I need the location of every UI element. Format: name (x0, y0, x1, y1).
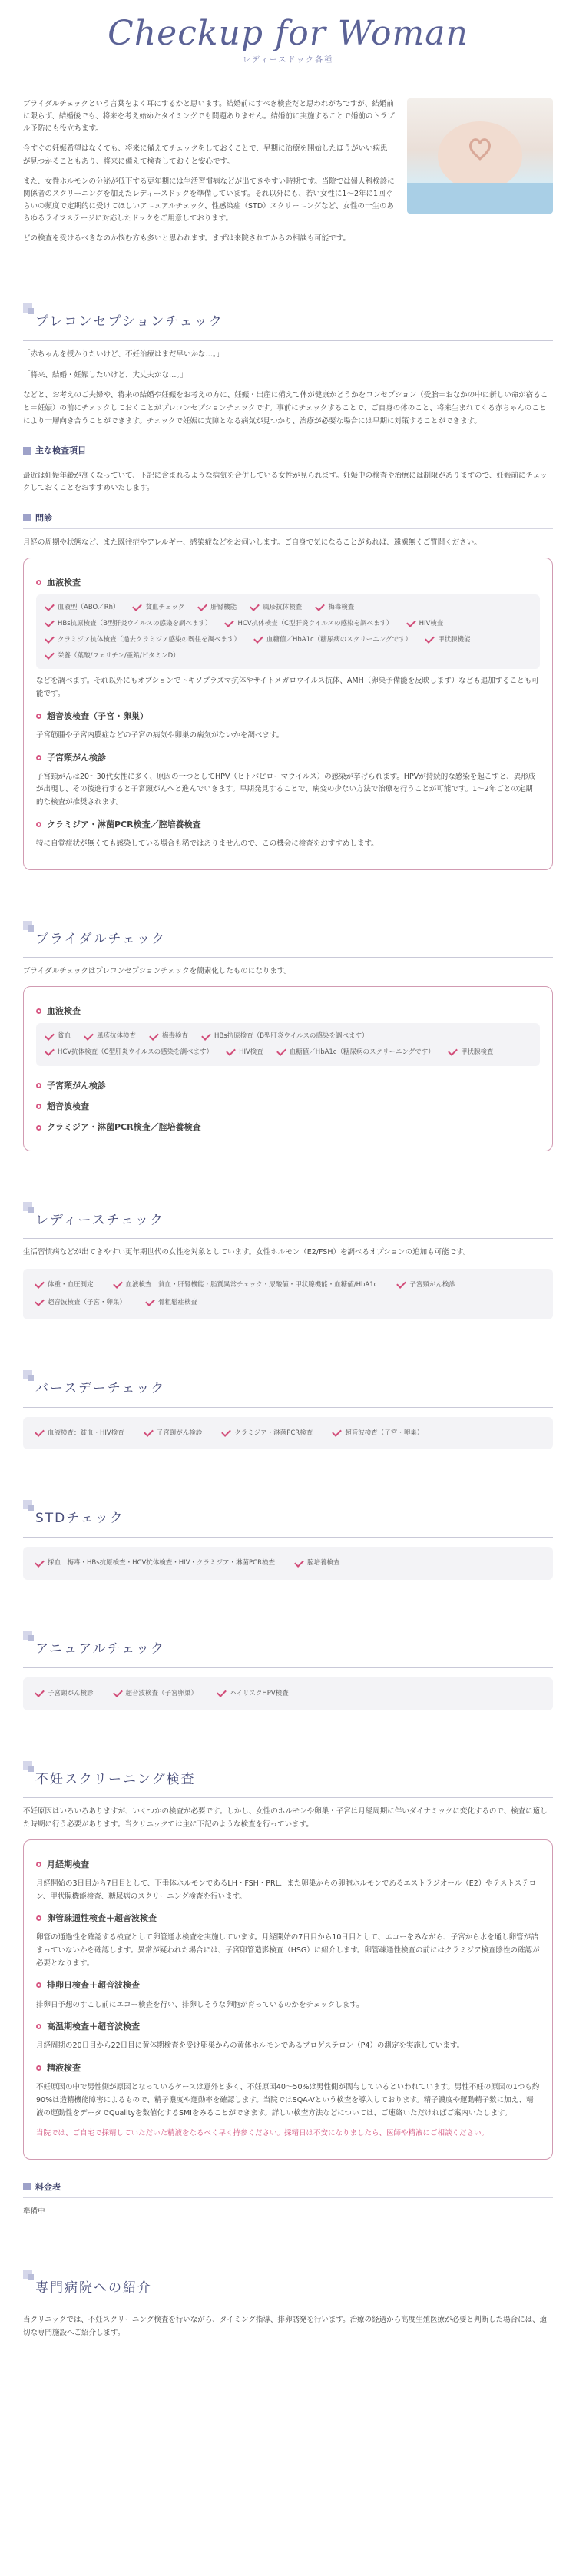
check-item: 風疹抗体検査 (84, 1031, 136, 1042)
check-icon (35, 1558, 45, 1568)
fee-text: 準備中 (23, 2207, 45, 2217)
check-item: 貧血 (45, 1031, 71, 1042)
check-list (23, 1269, 553, 1319)
section-bridal (23, 924, 553, 1151)
intro-photo (407, 98, 553, 214)
check-icon (45, 1031, 55, 1041)
infertility-note: 当院では、ご自宅で採精していただいた精液をなるべく早く持参ください。採精日は不安になりましたら、医師や精液にご相談ください。 (36, 2129, 489, 2138)
check-icon (253, 634, 263, 644)
check-item: HCV抗体検査（C型肝炎ウイルスの感染を調べます） (225, 618, 392, 630)
intro-paragraph: どの検査を受けるべきなのか悩む方も多いと思われます。まずは来院されてからの相談も可能です。 (23, 234, 350, 243)
section-infertility (23, 1764, 553, 2219)
section-description: などと、お考えのご夫婦や、将来の結婚や妊娠をお考えの方に、妊娠・出産に備えて体が健康かどうかをコンセプション（受胎＝おなかの中に新しい命が宿ること＝妊娠）の前にチェックしておくことがプレコンセプションチェックです。事前にチェックすることで、ご自身の体のこと、将来生まれてくる赤ちゃんのことにより一層向き合うことができます。チェックで妊娠に支障となる病気が見つかり、治療が必要な場合には早期に対策することができます。 (23, 391, 548, 425)
check-item: 超音波検査（子宮・卵巣） (333, 1428, 423, 1439)
check-icon (294, 1558, 304, 1568)
check-item: クラミジア抗体検査（過去クラミジア感染の既往を調べます） (45, 634, 240, 646)
section-title: アニュアルチェック (23, 1634, 553, 1668)
item-title: 超音波検査（子宮・卵巣） (36, 709, 540, 723)
check-icon (35, 1427, 45, 1437)
bridal-panel (23, 986, 553, 1151)
check-icon (144, 1427, 154, 1437)
check-list (23, 1417, 553, 1450)
item-title: 卵管疎通性検査＋超音波検査 (36, 1911, 540, 1925)
section-std (23, 1503, 553, 1580)
section-preconception (23, 306, 553, 869)
check-item: 血液検査：貧血・HIV検査 (35, 1428, 124, 1439)
check-icon (113, 1280, 123, 1290)
intro-text (23, 98, 395, 253)
section-title: ブライダルチェック (23, 924, 553, 959)
main-items-heading: 主な検査項目 (23, 443, 553, 462)
main-items-text: 最近は妊娠年齢が高くなっていて、下記に含まれるような病気を合併している女性が見られます。妊娠中の検査や治療には制限がありますので、妊娠前にチェックしておくことをおすすめいたします。 (23, 471, 548, 493)
check-icon (35, 1296, 45, 1306)
heart-hands-icon (467, 135, 493, 161)
hero (23, 0, 553, 92)
check-icon (35, 1687, 45, 1697)
check-icon (396, 1280, 406, 1290)
check-icon (45, 601, 55, 611)
check-item: 貧血チェック (133, 602, 184, 614)
item-title: 排卵日検査＋超音波検査 (36, 1978, 540, 1992)
item-title: 血液検査 (36, 1004, 540, 1018)
item-title: 血液検査 (36, 575, 540, 590)
section-description: 不妊原因はいろいろありますが、いくつかの検査が必要です。しかし、女性のホルモンや卵巣・子宮は月経周期に伴いダイナミックに変化するので、検査に適した時期に行う必要があります。当クリニックでは主に下記のような検査を行っています。 (23, 1807, 548, 1829)
check-list (23, 1547, 553, 1580)
check-icon (149, 1031, 159, 1041)
item-text: 特に自覚症状が無くても感染している場合も稀ではありませんので、この機会に検査をおすすめします。 (36, 839, 379, 848)
item-title: 精液検査 (36, 2061, 540, 2075)
check-icon (197, 601, 207, 611)
item-title: 超音波検査 (36, 1099, 540, 1114)
section-description: 当クリニックでは、不妊スクリーニング検査を行いながら、タイミング指導、排卵誘発を行います。治療の経過から高度生殖医療が必要と判断した場合には、適切な専門施設へご紹介します。 (23, 2316, 548, 2338)
check-item: 超音波検査（子宮・卵巣） (35, 1297, 126, 1309)
section-description: 生活習慣病などが出てきやすい更年期世代の女性を対象としています。女性ホルモン（E2/FSH）を調べるオプションの追加も可能です。 (23, 1248, 471, 1257)
item-title: 子宮頸がん検診 (36, 750, 540, 765)
check-icon (448, 1047, 458, 1057)
check-item: 肝腎機能 (198, 602, 237, 614)
check-icon (84, 1031, 94, 1041)
check-icon (221, 1427, 231, 1437)
item-text: 排卵日予想のすこし前にエコー検査を行い、排卵しそうな卵胞が育っているのかをチェックします。 (36, 2000, 364, 2009)
check-icon (35, 1280, 45, 1290)
check-item: 子宮頸がん検診 (144, 1428, 203, 1439)
check-item: 腟培養検査 (295, 1558, 340, 1569)
check-item: HCV抗体検査（C型肝炎ウイルスの感染を調べます） (45, 1047, 213, 1058)
check-item: 体重・血圧測定 (35, 1280, 94, 1291)
fee-heading: 料金表 (23, 2180, 553, 2198)
check-icon (133, 601, 143, 611)
intro-paragraph: また、女性ホルモンの分泌が低下する更年期には生活習慣病などが出てきやすい時期です。当院では婦人科検診に関係者のスクリーニングを加えたレディースドックを準備しています。それ以外にも、若い女性に1〜2年に1回ぐらいの頻度で定期的に受けてほしいアニュアルチェック、性感染症（STD）スクリーニングなど、女性の一生のあらゆるライフステージに対応したドックをご用意しております。 (23, 177, 395, 223)
intro-paragraph: ブライダルチェックという言葉をよく耳にするかと思います。結婚前にすべき検査だと思われがちですが、結婚前に限らず、結婚後でも、将来を考え始めたタイミングでも問題ありません。結婚前に実施することで婚前のトラブル予防にも役立ちます。 (23, 100, 395, 134)
check-item: 超音波検査（子宮卵巣） (114, 1688, 198, 1700)
check-item: 栄養（葉酸/フェリチン/亜鉛/ビタミンD） (45, 651, 180, 662)
check-list (23, 1677, 553, 1710)
section-title: STDチェック (23, 1503, 553, 1538)
check-icon (45, 618, 55, 627)
blood-check-list (36, 1023, 540, 1066)
check-item: 甲状腺検査 (449, 1047, 494, 1058)
blood-note: などを調べます。それ以外にもオプションでトキソプラズマ抗体やサイトメガロウイルス抗体、AMH（卵巣予備能を反映します）なども追加することも可能です。 (36, 677, 539, 699)
check-icon (425, 634, 435, 644)
check-item: 採血：梅毒・HBs抗原検査・HCV抗体検査・HIV・クラミジア・淋菌PCR検査 (35, 1558, 275, 1569)
section-title: レディースチェック (23, 1205, 553, 1240)
check-item: ハイリスクHPV検査 (217, 1688, 289, 1700)
check-item: 血液検査：貧血・肝腎機能・脂質異常チェック・尿酸値・甲状腺機能・血糖値/HbA1c (114, 1280, 378, 1291)
check-item: HBs抗原検査（B型肝炎ウイルスの感染を調べます） (45, 618, 211, 630)
check-item: 血糖値／HbA1c（糖尿病のスクリーニングです） (254, 634, 412, 646)
infertility-panel (23, 1839, 553, 2160)
section-title: 専門病院への紹介 (23, 2273, 553, 2307)
section-annual (23, 1634, 553, 1710)
check-item: 子宮頸がん検診 (35, 1688, 94, 1700)
check-item: 梅毒検査 (150, 1031, 188, 1042)
item-text: 子宮筋腫や子宮内膜症などの子宮の病気や卵巣の病気がないかを調べます。 (36, 730, 284, 740)
check-icon (225, 618, 235, 627)
check-item: 梅毒検査 (316, 602, 354, 614)
check-item: クラミジア・淋菌PCR検査 (222, 1428, 313, 1439)
item-title: 子宮頸がん検診 (36, 1078, 540, 1093)
section-title: プレコンセプションチェック (23, 306, 553, 341)
quote: 「赤ちゃんを授かりたいけど、不妊治療はまだ早いかな…。」 (23, 350, 224, 359)
blood-check-list (36, 594, 540, 670)
check-icon (45, 650, 55, 660)
check-item: 甲状腺機能 (425, 634, 471, 646)
item-text: 月経開始の3日目から7日目として、下垂体ホルモンであるLH・FSH・PRL、また卵巣からの卵胞ホルモンであるエストラジオール（E2）やテストステロン、甲状腺機能検査、糖尿病のスクリーニング検査を行います。 (36, 1879, 537, 1901)
item-text: 不妊原因の中で男性側が原因となっているケースは意外と多く、不妊原因40〜50%は男性側が関与しているといわれています。男性不妊の原因の1つも約90%は造精機能障害によるもので、精子濃度や運動率を確認します。当院ではSQA-Vという検査を導入しております。精子濃度や運動精子数に加え、精液の運動性をデータでQualityを数値化するSMIをみることができます。詳しい検査方法などについては、ご連絡いただければご案内いたします。 (36, 2083, 540, 2117)
item-title: 月経期検査 (36, 1857, 540, 1872)
section-title: 不妊スクリーニング検査 (23, 1764, 553, 1799)
check-item: 血糖値／HbA1c（糖尿病のスクリーニングです） (277, 1047, 435, 1058)
check-item: 風疹抗体検査 (250, 602, 302, 614)
check-icon (332, 1427, 342, 1437)
check-icon (315, 601, 325, 611)
section-birthday (23, 1373, 553, 1450)
item-text: 子宮頸がんは20〜30代女性に多く、原因の一つとしてHPV（ヒトパピローマウイルス）の感染が挙げられます。HPVが持続的な感染を起こすと、異形成が出現し、その後進行すると子宮頸がんへと進んでいきます。早期発見することで、病変の少ない方法で治療を行うことが可能です。1〜2年ごとの定期的な検査が推奨されます。 (36, 772, 536, 807)
check-item: HBs抗原検査（B型肝炎ウイルスの感染を調べます） (202, 1031, 368, 1042)
section-referral (23, 2273, 553, 2379)
item-text: 月経周期の20日目から22日目に黄体期検査を受け卵巣からの黄体ホルモンであるプロゲステロン（P4）の測定を実施しています。 (36, 2041, 465, 2051)
section-ladies (23, 1205, 553, 1319)
check-icon (201, 1031, 211, 1041)
hero-subtitle: レディースドック各種 (242, 56, 334, 65)
intro-paragraph: 今すぐの妊娠希望はなくても、将来に備えてチェックをしておくことで、早期に治療を開始したほうがいい疾患が見つかることもあり、将来に備えて検査しておくと安心です。 (23, 144, 388, 166)
item-title: クラミジア・淋菌PCR検査／腟培養検査 (36, 1120, 540, 1134)
check-icon (226, 1047, 236, 1057)
check-icon (276, 1047, 286, 1057)
check-icon (145, 1296, 155, 1306)
section-title: バースデーチェック (23, 1373, 553, 1408)
check-icon (250, 601, 260, 611)
item-title: 高温期検査＋超音波検査 (36, 2019, 540, 2034)
hero-title: Checkup for Woman (108, 14, 468, 53)
check-item: 子宮頸がん検診 (397, 1280, 455, 1291)
quote: 「将来、結婚・妊娠したいけど、大丈夫かな…。」 (23, 370, 187, 379)
preconception-panel (23, 558, 553, 870)
check-icon (217, 1687, 227, 1697)
check-item: 血液型（ABO／Rh） (45, 602, 119, 614)
check-icon (406, 618, 416, 627)
item-text: 卵管の通過性を確認する検査として卵管通水検査を実施しています。月経開始の7日目から10日目として、エコーをみながら、子宮から水を通し卵管が詰まっていないかを確認します。異常が疑われた場合には、子宮卵管造影検査（HSG）に紹介します。卵管疎通性検査の前にはクラミジア検査陰性の確認が必要となります。 (36, 1933, 540, 1968)
interview-heading: 問診 (23, 511, 553, 529)
check-icon (45, 1047, 55, 1057)
check-icon (45, 634, 55, 644)
check-item: HIV検査 (407, 618, 444, 630)
section-description: ブライダルチェックはプレコンセプションチェックを簡素化したものになります。 (23, 967, 291, 976)
interview-text: 月経の周期や状態など、また既往症やアレルギー、感染症などをお伺いします。ご自身で気になることがあれば、遠慮無くご質問ください。 (23, 538, 482, 548)
intro (23, 98, 553, 253)
check-icon (113, 1687, 123, 1697)
check-item: HIV検査 (227, 1047, 263, 1058)
item-title: クラミジア・淋菌PCR検査／腟培養検査 (36, 817, 540, 832)
check-item: 骨粗鬆症検査 (146, 1297, 197, 1309)
